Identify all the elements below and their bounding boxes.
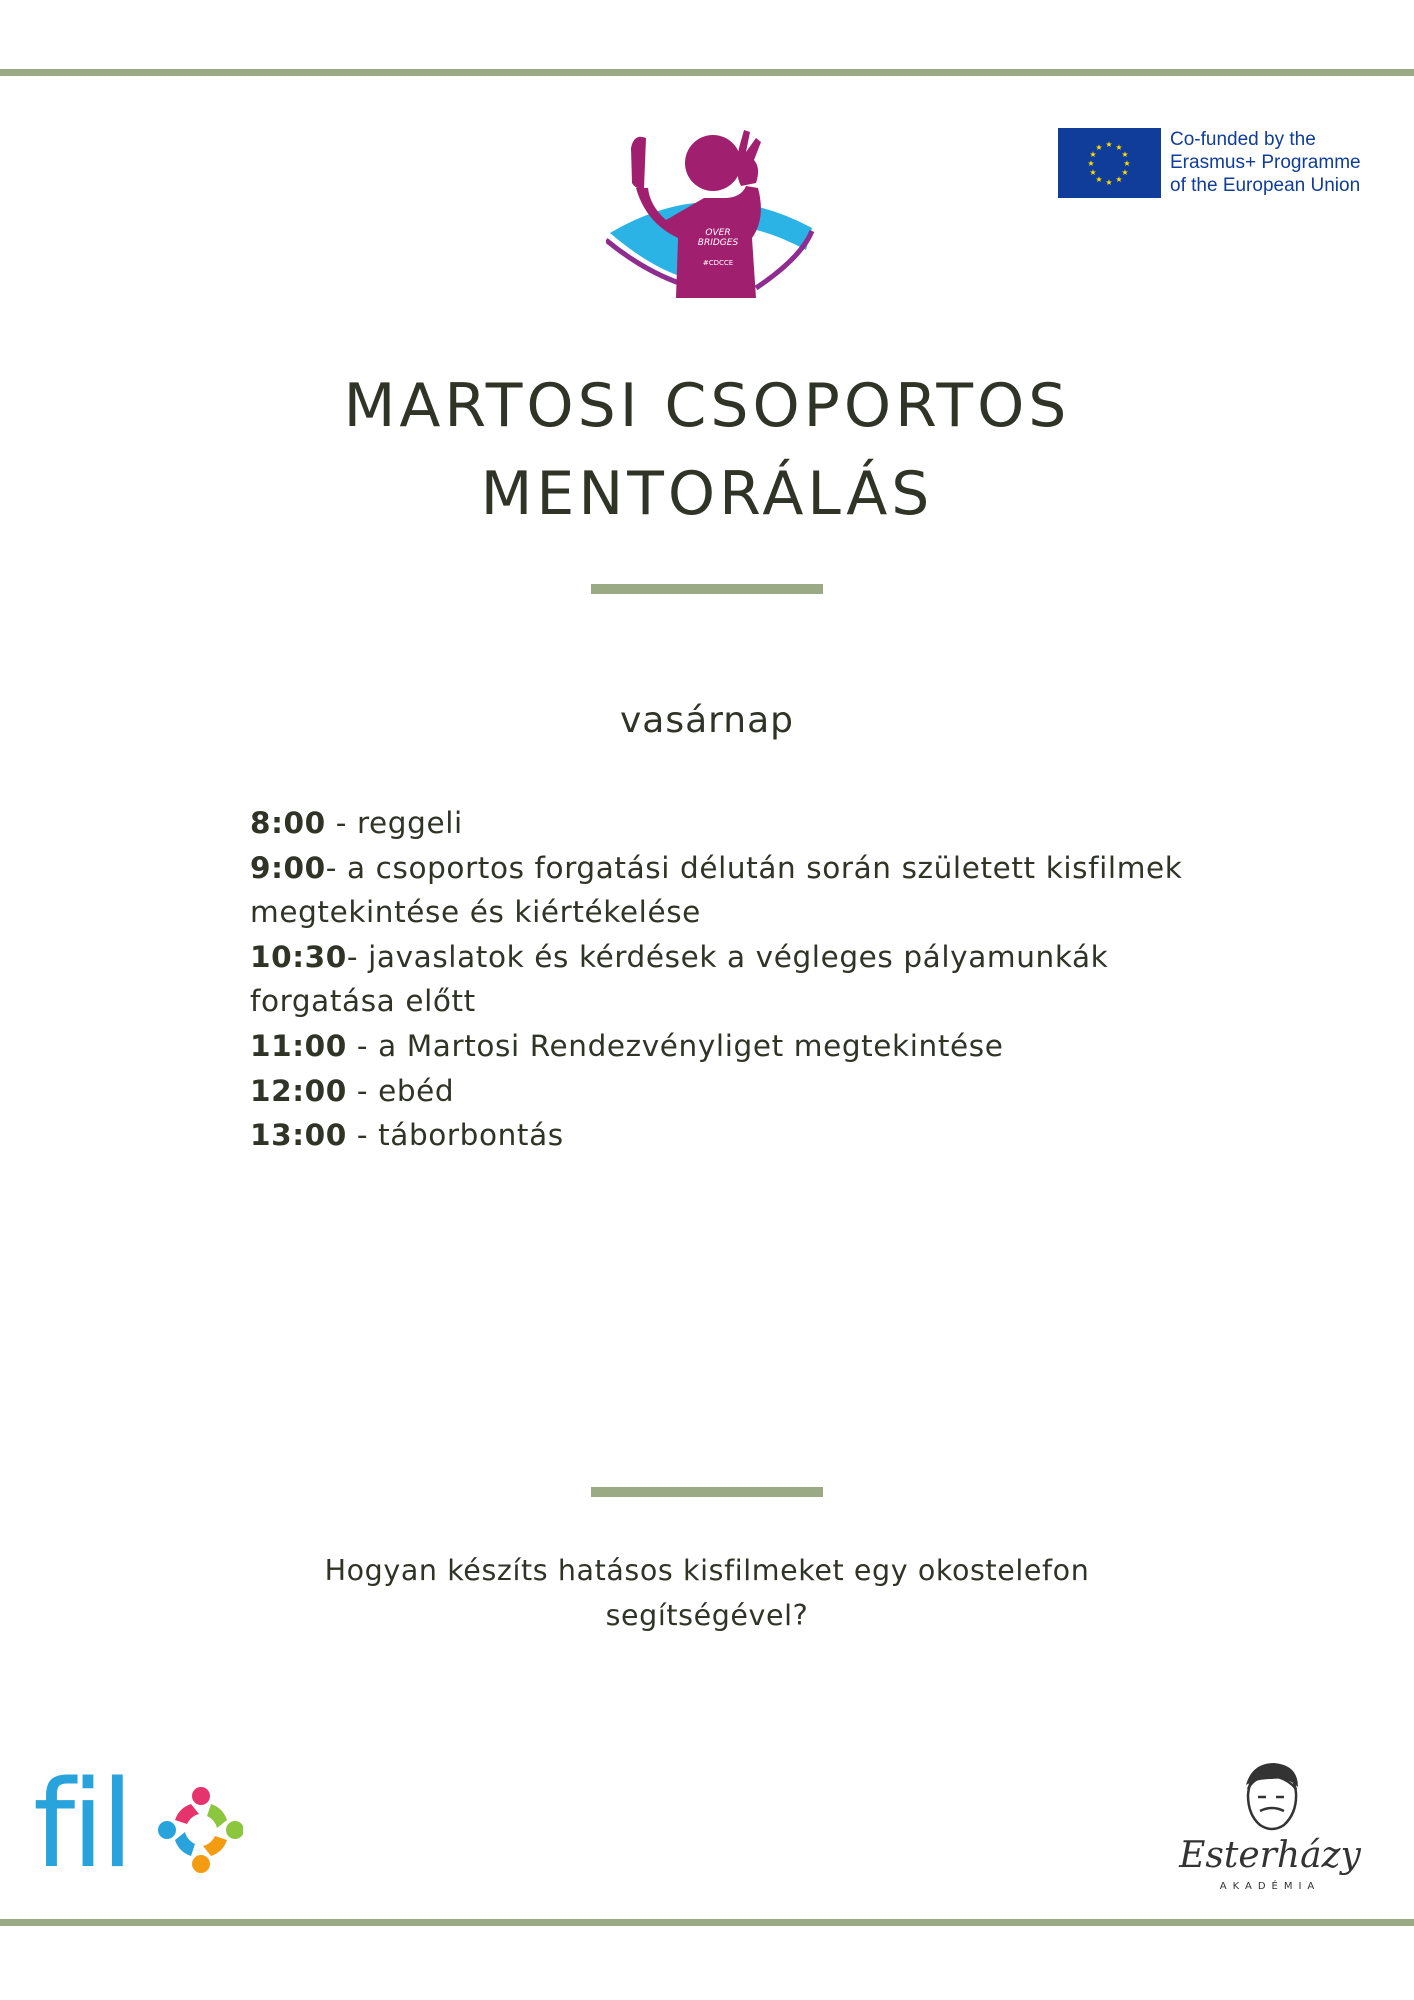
svg-text:★: ★ <box>1121 150 1129 159</box>
logo-line2: BRIDGES <box>697 238 739 248</box>
logo-tag: #CDCCE <box>702 259 734 267</box>
svg-text:★: ★ <box>1123 159 1131 168</box>
top-rule <box>0 69 1414 76</box>
footer-line1: Hogyan készíts hatásos kisfilmeket egy okostelefon <box>324 1554 1090 1587</box>
esz-sub: AKADÉMIA <box>1219 1881 1321 1892</box>
schedule-item <box>250 935 1200 1024</box>
schedule-time: 12:00 <box>250 1073 347 1108</box>
schedule-text: - reggeli <box>325 806 463 840</box>
svg-text:★: ★ <box>1089 168 1097 177</box>
svg-text:★: ★ <box>1089 150 1097 159</box>
schedule-text: - ebéd <box>346 1073 455 1108</box>
logo-line1: OVER <box>705 228 731 238</box>
schedule-item <box>250 1069 1200 1114</box>
footer-line2: segítségével? <box>605 1599 809 1632</box>
esz-script: Esterházy <box>1179 1835 1361 1876</box>
schedule-item <box>250 1024 1200 1069</box>
page-title <box>0 362 1414 538</box>
title-line1: MARTOSI CSOPORTOS <box>343 371 1071 441</box>
schedule-text: - javaslatok és kérdések a végleges pályamunkák forgatása előtt <box>250 939 1109 1019</box>
footer-question <box>0 1548 1414 1638</box>
schedule-time: 8:00 <box>250 806 326 840</box>
svg-text:★: ★ <box>1115 143 1123 152</box>
schedule-text: - a Martosi Rendezvényliget megtekintése <box>346 1028 1004 1063</box>
schedule-list <box>250 801 1200 1158</box>
svg-text:★: ★ <box>1087 159 1095 168</box>
svg-text:★: ★ <box>1105 178 1113 187</box>
schedule-time: 13:00 <box>250 1118 347 1153</box>
esterhazy-akademia-logo <box>1160 1755 1380 1895</box>
svg-text:★: ★ <box>1095 175 1103 184</box>
svg-text:★: ★ <box>1121 168 1129 177</box>
schedule-time: 10:30 <box>250 939 347 974</box>
bottom-rule <box>0 1919 1414 1926</box>
eu-line2: Erasmus+ Programme <box>1170 152 1361 173</box>
over-bridges-logo <box>606 128 816 300</box>
eu-funding-text <box>1170 128 1385 197</box>
schedule-item <box>250 801 1200 846</box>
schedule-text: - táborbontás <box>346 1118 564 1153</box>
svg-text:★: ★ <box>1115 175 1123 184</box>
schedule-text: - a csoportos forgatási délután során született kisfilmek megtekintése és kiértékelése <box>250 850 1183 930</box>
footer-divider <box>591 1487 823 1497</box>
schedule-time: 9:00 <box>250 850 326 885</box>
filo-logo <box>33 1758 243 1888</box>
schedule-time: 11:00 <box>250 1028 347 1063</box>
day-heading: vasárnap <box>619 700 795 741</box>
title-line2: MENTORÁLÁS <box>480 459 934 529</box>
svg-text:★: ★ <box>1105 140 1113 149</box>
eu-funding-badge <box>1058 128 1378 200</box>
title-divider <box>591 584 823 594</box>
schedule-item <box>250 846 1200 935</box>
filo-logo-text: fil <box>33 1758 130 1888</box>
eu-flag-icon <box>1058 128 1161 198</box>
schedule-item <box>250 1113 1200 1158</box>
svg-text:★: ★ <box>1095 143 1103 152</box>
eu-line1: Co-funded by the <box>1170 129 1316 150</box>
eu-line3: of the European Union <box>1170 175 1361 196</box>
